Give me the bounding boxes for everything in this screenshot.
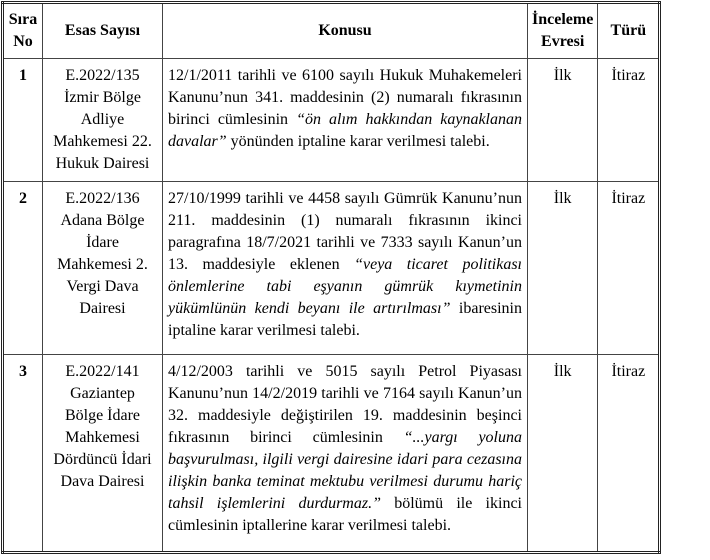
header-esas-sayisi: Esas Sayısı (43, 3, 163, 59)
row-number: 1 (3, 59, 43, 182)
header-sira-no: Sıra No (3, 3, 43, 59)
header-inceleme-evresi: İnceleme Evresi (528, 3, 598, 59)
turu-cell: İtiraz (598, 355, 660, 553)
header-row (3, 3, 660, 59)
konusu-cell: 27/10/1999 tarihli ve 4458 sayılı Gümrük Kanunu’nun 211. maddesinin (1) numaralı fıkrasının ikinci paragrafına 18/7/2021 tarihli ve 7333 sayılı Kanun’un 13. maddesiyle eklenen “veya ticaret politikası önlemlerine tabi eşyanın gümrük kıymetinin yükümlünün kendi beyanı ile artırılması” ibaresinin iptaline karar verilmesi talebi. (163, 182, 528, 355)
row-number: 2 (3, 182, 43, 355)
row-number: 3 (3, 355, 43, 553)
header-konusu: Konusu (163, 3, 528, 59)
quoted-provision: “...yargı yoluna başvurulması, ilgili vergi dairesine idari para cezasına ilişkin banka teminat mektubu verilmesi durumu hariç tahsil işlemlerini durdurmaz.” (168, 429, 523, 512)
cases-table (1, 1, 661, 554)
turu-cell: İtiraz (598, 182, 660, 355)
esas-sayisi-cell: E.2022/135 İzmir Bölge Adliye Mahkemesi 22. Hukuk Dairesi (43, 59, 163, 182)
esas-sayisi-cell: E.2022/141 Gaziantep Bölge İdare Mahkemesi Dördüncü İdari Dava Dairesi (43, 355, 163, 553)
inceleme-evresi-cell: İlk (528, 59, 598, 182)
quoted-provision: “veya ticaret politikası önlemlerine tabi eşyanın gümrük kıymetinin yükümlünün kendi beyanı ile artırılması” (168, 256, 522, 317)
quoted-provision: “ön alım hakkından kaynaklanan davalar” (168, 111, 522, 150)
konusu-cell: 4/12/2003 tarihli ve 5015 sayılı Petrol Piyasası Kanunu’nun 14/2/2019 tarihli ve 7164 sayılı Kanun’un 32. maddesiyle değiştirilen 19. maddesinin beşinci fıkrasının birinci cümlesinin “...yargı yoluna başvurulması, ilgili vergi dairesine idari para cezasına ilişkin banka teminat mektubu verilmesi durumu hariç tahsil işlemlerini durdurmaz.” bölümü ile ikinci cümlesinin iptallerine karar verilmesi talebi. (163, 355, 528, 553)
table-row (3, 355, 660, 553)
header-turu: Türü (598, 3, 660, 59)
esas-sayisi-cell: E.2022/136 Adana Bölge İdare Mahkemesi 2. Vergi Dava Dairesi (43, 182, 163, 355)
table-row (3, 59, 660, 182)
inceleme-evresi-cell: İlk (528, 182, 598, 355)
inceleme-evresi-cell: İlk (528, 355, 598, 553)
konusu-cell: 12/1/2011 tarihli ve 6100 sayılı Hukuk Muhakemeleri Kanunu’nun 341. maddesinin (2) numaralı fıkrasının birinci cümlesinin “ön alım hakkından kaynaklanan davalar” yönünden iptaline karar verilmesi talebi. (163, 59, 528, 182)
table-row (3, 182, 660, 355)
turu-cell: İtiraz (598, 59, 660, 182)
